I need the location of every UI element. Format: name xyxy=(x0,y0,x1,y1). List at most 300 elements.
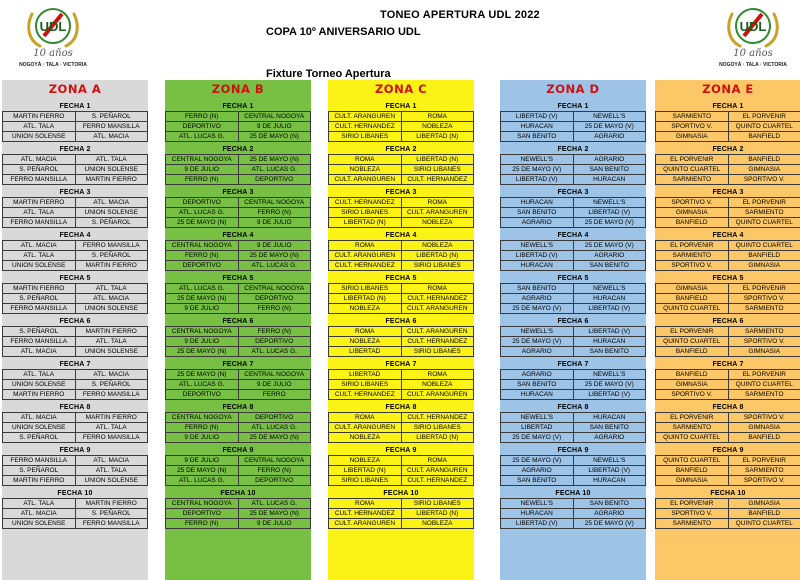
away-team: ROMA xyxy=(401,283,475,294)
home-team: FERRO (N) xyxy=(165,422,239,433)
home-team: NEWELL'S xyxy=(500,498,574,509)
away-team: GIMNASIA xyxy=(728,346,800,357)
away-team: SIRIO LIBANES xyxy=(401,346,475,357)
home-team: UNION SOLENSE xyxy=(2,131,76,142)
match-row xyxy=(655,390,800,400)
away-team: FERRO xyxy=(238,389,312,400)
laurel-icon xyxy=(18,2,88,50)
round-title: FECHA 9 xyxy=(712,447,744,454)
round-title: FECHA 4 xyxy=(557,232,589,239)
round-title: FECHA 6 xyxy=(712,318,744,325)
away-team: SAN BENITO xyxy=(573,164,647,175)
away-team: QUINTO CUARTEL xyxy=(728,518,800,529)
match-row xyxy=(328,433,474,443)
round xyxy=(655,317,800,357)
round xyxy=(2,360,148,400)
away-team: ATL. TALA xyxy=(75,336,149,347)
away-team: MARTIN FIERRO xyxy=(75,174,149,185)
round-title: FECHA 9 xyxy=(222,447,254,454)
round xyxy=(655,102,800,142)
home-team: CULT. HERNANDEZ xyxy=(328,121,402,132)
away-team: EL PORVENIR xyxy=(728,111,800,122)
away-team: HURACAN xyxy=(573,336,647,347)
away-team: BANFIELD xyxy=(728,508,800,519)
round xyxy=(2,274,148,314)
round-title: FECHA 2 xyxy=(712,146,744,153)
round-title: FECHA 4 xyxy=(712,232,744,239)
away-team: AGRARIO xyxy=(573,250,647,261)
home-team: 25 DE MAYO (N) xyxy=(165,217,239,228)
home-team: 25 DE MAYO (N) xyxy=(165,293,239,304)
round xyxy=(165,403,311,443)
away-team: ROMA xyxy=(401,455,475,466)
home-team: SAN BENITO xyxy=(500,131,574,142)
home-team: SPORTIVO V. xyxy=(655,197,729,208)
round-title: FECHA 5 xyxy=(222,275,254,282)
home-team: CULT. HERNANDEZ xyxy=(328,197,402,208)
home-team: LIBERTAD xyxy=(328,369,402,380)
away-team: NEWELL'S xyxy=(573,111,647,122)
round-title: FECHA 5 xyxy=(59,275,91,282)
round xyxy=(165,102,311,142)
round-title: FECHA 3 xyxy=(222,189,254,196)
fixture-label: Fixture Torneo Apertura xyxy=(266,68,391,80)
match-row xyxy=(500,175,646,185)
away-team: 25 DE MAYO (V) xyxy=(573,379,647,390)
away-team: LIBERTAD (N) xyxy=(401,154,475,165)
home-team: CULT. HERNANDEZ xyxy=(328,389,402,400)
home-team: GIMNASIA xyxy=(655,475,729,486)
home-team: ROMA xyxy=(328,498,402,509)
away-team: QUINTO CUARTEL xyxy=(728,217,800,228)
match-row xyxy=(500,433,646,443)
zone-zona-c xyxy=(328,80,474,580)
home-team: CULT. ARANGUREN xyxy=(328,518,402,529)
away-team: CULT. ARANGUREN xyxy=(401,326,475,337)
away-team: MARTIN FIERRO xyxy=(75,498,149,509)
match-row xyxy=(165,132,311,142)
away-team: S. PEÑAROL xyxy=(75,217,149,228)
away-team: FERRO (N) xyxy=(238,303,312,314)
away-team: ATL. TALA xyxy=(75,465,149,476)
round-title: FECHA 5 xyxy=(385,275,417,282)
away-team: SARMIENTO xyxy=(728,465,800,476)
home-team: FERRO (N) xyxy=(165,250,239,261)
away-team: EL PORVENIR xyxy=(728,455,800,466)
away-team: ATL. MACIA xyxy=(75,455,149,466)
round-title: FECHA 2 xyxy=(557,146,589,153)
match-row xyxy=(500,519,646,529)
away-team: S. PEÑAROL xyxy=(75,379,149,390)
home-team: SARMIENTO xyxy=(655,250,729,261)
home-team: EL PORVENIR xyxy=(655,326,729,337)
away-team: NOBLEZA xyxy=(401,217,475,228)
home-team: BANFIELD xyxy=(655,465,729,476)
away-team: FERRO (N) xyxy=(238,465,312,476)
away-team: QUINTO CUARTEL xyxy=(728,240,800,251)
round xyxy=(2,489,148,529)
away-team: QUINTO CUARTEL xyxy=(728,121,800,132)
round xyxy=(500,145,646,185)
away-team: ATL. LUCAS G. xyxy=(238,498,312,509)
home-team: AGRARIO xyxy=(500,346,574,357)
away-team: SAN BENITO xyxy=(573,422,647,433)
round-title: FECHA 3 xyxy=(385,189,417,196)
home-team: LIBERTAD (V) xyxy=(500,174,574,185)
away-team: NOBLEZA xyxy=(401,379,475,390)
home-team: NOBLEZA xyxy=(328,164,402,175)
home-team: FERRO MANSILLA xyxy=(2,217,76,228)
round xyxy=(2,446,148,486)
away-team: FERRO MANSILLA xyxy=(75,240,149,251)
away-team: 25 DE MAYO (N) xyxy=(238,250,312,261)
home-team: SARMIENTO xyxy=(655,174,729,185)
home-team: QUINTO CUARTEL xyxy=(655,432,729,443)
home-team: QUINTO CUARTEL xyxy=(655,455,729,466)
page-subtitle: COPA 10º ANIVERSARIO UDL xyxy=(266,26,421,38)
home-team: 9 DE JULIO xyxy=(165,455,239,466)
home-team: BANFIELD xyxy=(655,369,729,380)
home-team: CENTRAL NOGOYA xyxy=(165,240,239,251)
away-team: LIBERTAD (V) xyxy=(573,207,647,218)
away-team: CULT. HERNANDEZ xyxy=(401,475,475,486)
match-row xyxy=(655,304,800,314)
away-team: CULT. HERNANDEZ xyxy=(401,412,475,423)
home-team: ATL. TALA xyxy=(2,121,76,132)
logo-towns: NOGOYÁ · TALA · VICTORIA xyxy=(719,62,787,68)
round-title: FECHA 10 xyxy=(710,490,746,497)
home-team: 9 DE JULIO xyxy=(165,164,239,175)
home-team: UNION SOLENSE xyxy=(2,518,76,529)
home-team: CULT. HERNANDEZ xyxy=(328,260,402,271)
away-team: CULT. ARANGUREN xyxy=(401,303,475,314)
match-row xyxy=(2,304,148,314)
match-row xyxy=(2,132,148,142)
match-row xyxy=(165,433,311,443)
round-title: FECHA 8 xyxy=(222,404,254,411)
zone-title: ZONA C xyxy=(374,82,428,96)
home-team: CENTRAL NOGOYA xyxy=(165,326,239,337)
home-team: BANFIELD xyxy=(655,346,729,357)
home-team: QUINTO CUARTEL xyxy=(655,336,729,347)
away-team: SPORTIVO V. xyxy=(728,293,800,304)
home-team: HURACAN xyxy=(500,260,574,271)
away-team: ROMA xyxy=(401,369,475,380)
round-title: FECHA 8 xyxy=(385,404,417,411)
match-row xyxy=(655,175,800,185)
home-team: ATL. TALA xyxy=(2,498,76,509)
match-row xyxy=(500,304,646,314)
home-team: SPORTIVO V. xyxy=(655,121,729,132)
away-team: SARMIENTO xyxy=(728,389,800,400)
home-team: 9 DE JULIO xyxy=(165,336,239,347)
away-team: CULT. HERNANDEZ xyxy=(401,293,475,304)
round-title: FECHA 7 xyxy=(557,361,589,368)
home-team: S. PEÑAROL xyxy=(2,164,76,175)
home-team: HURACAN xyxy=(500,508,574,519)
home-team: 25 DE MAYO (N) xyxy=(165,346,239,357)
away-team: GIMNASIA xyxy=(728,422,800,433)
home-team: LIBERTAD (V) xyxy=(500,518,574,529)
home-team: EL PORVENIR xyxy=(655,240,729,251)
home-team: 25 DE MAYO (N) xyxy=(165,465,239,476)
round-title: FECHA 7 xyxy=(712,361,744,368)
home-team: LIBERTAD xyxy=(500,422,574,433)
away-team: LIBERTAD (N) xyxy=(401,250,475,261)
away-team: 9 DE JULIO xyxy=(238,121,312,132)
round-title: FECHA 2 xyxy=(385,146,417,153)
away-team: DEPORTIVO xyxy=(238,293,312,304)
home-team: MARTIN FIERRO xyxy=(2,197,76,208)
home-team: FERRO (N) xyxy=(165,174,239,185)
round xyxy=(2,102,148,142)
home-team: UNION SOLENSE xyxy=(2,260,76,271)
home-team: ROMA xyxy=(328,154,402,165)
round xyxy=(500,102,646,142)
round-title: FECHA 10 xyxy=(220,490,256,497)
round xyxy=(655,188,800,228)
round xyxy=(328,145,474,185)
away-team: EL PORVENIR xyxy=(728,283,800,294)
away-team: ATL. MACIA xyxy=(75,293,149,304)
home-team: SIRIO LIBANES xyxy=(328,207,402,218)
away-team: 25 DE MAYO (N) xyxy=(238,432,312,443)
round-title: FECHA 5 xyxy=(712,275,744,282)
round-title: FECHA 1 xyxy=(59,103,91,110)
home-team: AGRARIO xyxy=(500,465,574,476)
away-team: SPORTIVO V. xyxy=(728,336,800,347)
away-team: HURACAN xyxy=(573,174,647,185)
match-row xyxy=(2,433,148,443)
away-team: LIBERTAD (V) xyxy=(573,389,647,400)
match-row xyxy=(165,519,311,529)
away-team: BANFIELD xyxy=(728,250,800,261)
round-title: FECHA 8 xyxy=(557,404,589,411)
match-row xyxy=(2,261,148,271)
away-team: 25 DE MAYO (N) xyxy=(238,154,312,165)
round-title: FECHA 6 xyxy=(59,318,91,325)
home-team: 25 DE MAYO (V) xyxy=(500,336,574,347)
home-team: SIRIO LIBANES xyxy=(328,131,402,142)
home-team: HURACAN xyxy=(500,197,574,208)
round-title: FECHA 10 xyxy=(383,490,419,497)
match-row xyxy=(165,261,311,271)
round xyxy=(165,231,311,271)
round xyxy=(165,274,311,314)
home-team: DEPORTIVO xyxy=(165,389,239,400)
home-team: ATL. MACIA xyxy=(2,412,76,423)
home-team: ROMA xyxy=(328,412,402,423)
away-team: FERRO MANSILLA xyxy=(75,432,149,443)
logo-anios: 10 años xyxy=(33,48,73,59)
round xyxy=(2,188,148,228)
match-row xyxy=(328,218,474,228)
home-team: LIBERTAD (N) xyxy=(328,465,402,476)
away-team: S. PEÑAROL xyxy=(75,111,149,122)
away-team: LIBERTAD (V) xyxy=(573,326,647,337)
away-team: AGRARIO xyxy=(573,432,647,443)
away-team: SARMIENTO xyxy=(728,303,800,314)
round xyxy=(500,231,646,271)
round-title: FECHA 2 xyxy=(59,146,91,153)
round-title: FECHA 8 xyxy=(59,404,91,411)
round xyxy=(2,403,148,443)
away-team: 25 DE MAYO (V) xyxy=(573,240,647,251)
home-team: ATL. LUCAS G. xyxy=(165,207,239,218)
home-team: S. PEÑAROL xyxy=(2,326,76,337)
match-row xyxy=(328,304,474,314)
round xyxy=(2,317,148,357)
match-row xyxy=(655,519,800,529)
round-title: FECHA 1 xyxy=(712,103,744,110)
round xyxy=(165,446,311,486)
home-team: FERRO (N) xyxy=(165,518,239,529)
away-team: CULT. HERNANDEZ xyxy=(401,174,475,185)
home-team: ATL. LUCAS G. xyxy=(165,379,239,390)
away-team: CENTRAL NOGOYA xyxy=(238,283,312,294)
round-title: FECHA 9 xyxy=(385,447,417,454)
match-row xyxy=(165,304,311,314)
match-row xyxy=(2,175,148,185)
home-team: BANFIELD xyxy=(655,217,729,228)
away-team: DEPORTIVO xyxy=(238,336,312,347)
home-team: FERRO (N) xyxy=(165,111,239,122)
away-team: AGRARIO xyxy=(573,131,647,142)
away-team: GIMNASIA xyxy=(728,260,800,271)
round-title: FECHA 2 xyxy=(222,146,254,153)
away-team: SPORTIVO V. xyxy=(728,475,800,486)
round-title: FECHA 7 xyxy=(222,361,254,368)
home-team: ATL. TALA xyxy=(2,207,76,218)
home-team: NEWELL'S xyxy=(500,154,574,165)
away-team: 25 DE MAYO (V) xyxy=(573,121,647,132)
home-team: SIRIO LIBANES xyxy=(328,475,402,486)
away-team: CENTRAL NOGOYA xyxy=(238,369,312,380)
home-team: HURACAN xyxy=(500,389,574,400)
match-row xyxy=(655,218,800,228)
away-team: SAN BENITO xyxy=(573,346,647,357)
away-team: BANFIELD xyxy=(728,432,800,443)
away-team: EL PORVENIR xyxy=(728,197,800,208)
away-team: 25 DE MAYO (V) xyxy=(573,518,647,529)
match-row xyxy=(328,175,474,185)
away-team: SIRIO LIBANES xyxy=(401,498,475,509)
match-row xyxy=(500,132,646,142)
match-row xyxy=(328,261,474,271)
home-team: SAN BENITO xyxy=(500,207,574,218)
zone-title: ZONA E xyxy=(702,82,754,96)
away-team: 9 DE JULIO xyxy=(238,379,312,390)
home-team: CULT. ARANGUREN xyxy=(328,174,402,185)
home-team: QUINTO CUARTEL xyxy=(655,164,729,175)
home-team: 25 DE MAYO (V) xyxy=(500,432,574,443)
away-team: NEWELL'S xyxy=(573,455,647,466)
round xyxy=(655,145,800,185)
round xyxy=(500,188,646,228)
away-team: 25 DE MAYO (N) xyxy=(238,508,312,519)
away-team: EL PORVENIR xyxy=(728,369,800,380)
home-team: DEPORTIVO xyxy=(165,260,239,271)
match-row xyxy=(328,132,474,142)
away-team: SARMIENTO xyxy=(728,207,800,218)
home-team: LIBERTAD (V) xyxy=(500,250,574,261)
home-team: BANFIELD xyxy=(655,293,729,304)
away-team: SPORTIVO V. xyxy=(728,412,800,423)
home-team: ATL. LUCAS G. xyxy=(165,475,239,486)
page-title: TONEO APERTURA UDL 2022 xyxy=(380,9,540,21)
round-title: FECHA 7 xyxy=(59,361,91,368)
round-title: FECHA 4 xyxy=(222,232,254,239)
home-team: MARTIN FIERRO xyxy=(2,111,76,122)
zone-zona-e xyxy=(655,80,800,580)
home-team: 9 DE JULIO xyxy=(165,303,239,314)
away-team: 25 DE MAYO (V) xyxy=(573,217,647,228)
home-team: ROMA xyxy=(328,240,402,251)
round-title: FECHA 6 xyxy=(385,318,417,325)
zone-zona-a xyxy=(2,80,148,580)
round xyxy=(328,188,474,228)
home-team: SPORTIVO V. xyxy=(655,260,729,271)
home-team: NEWELL'S xyxy=(500,326,574,337)
match-row xyxy=(500,390,646,400)
home-team: UNION SOLENSE xyxy=(2,379,76,390)
round xyxy=(2,145,148,185)
home-team: MARTIN FIERRO xyxy=(2,389,76,400)
home-team: NOBLEZA xyxy=(328,455,402,466)
home-team: EL PORVENIR xyxy=(655,412,729,423)
home-team: 25 DE MAYO (V) xyxy=(500,303,574,314)
away-team: HURACAN xyxy=(573,475,647,486)
away-team: AGRARIO xyxy=(573,508,647,519)
away-team: ATL. TALA xyxy=(75,422,149,433)
home-team: GIMNASIA xyxy=(655,283,729,294)
round xyxy=(328,102,474,142)
match-row xyxy=(165,476,311,486)
away-team: ATL. MACIA xyxy=(75,369,149,380)
round xyxy=(328,231,474,271)
away-team: QUINTO CUARTEL xyxy=(728,379,800,390)
home-team: DEPORTIVO xyxy=(165,197,239,208)
away-team: ATL. MACIA xyxy=(75,197,149,208)
away-team: S. PEÑAROL xyxy=(75,250,149,261)
away-team: LIBERTAD (N) xyxy=(401,131,475,142)
away-team: SIRIO LIBANES xyxy=(401,260,475,271)
round-title: FECHA 4 xyxy=(385,232,417,239)
round-title: FECHA 1 xyxy=(222,103,254,110)
home-team: ATL. MACIA xyxy=(2,508,76,519)
away-team: CULT. ARANGUREN xyxy=(401,465,475,476)
away-team: BANFIELD xyxy=(728,131,800,142)
home-team: ATL. TALA xyxy=(2,369,76,380)
round-title: FECHA 4 xyxy=(59,232,91,239)
round xyxy=(328,403,474,443)
match-row xyxy=(328,476,474,486)
home-team: CULT. HERNANDEZ xyxy=(328,508,402,519)
home-team: ATL. MACIA xyxy=(2,154,76,165)
match-row xyxy=(655,261,800,271)
round xyxy=(655,231,800,271)
home-team: LIBERTAD (N) xyxy=(328,293,402,304)
round xyxy=(655,489,800,529)
home-team: LIBERTAD (V) xyxy=(500,111,574,122)
round-title: FECHA 3 xyxy=(59,189,91,196)
home-team: CULT. ARANGUREN xyxy=(328,422,402,433)
away-team: CULT. ARANGUREN xyxy=(401,207,475,218)
away-team: SAN BENITO xyxy=(573,260,647,271)
match-row xyxy=(165,175,311,185)
round xyxy=(655,446,800,486)
home-team: 25 DE MAYO (V) xyxy=(500,164,574,175)
